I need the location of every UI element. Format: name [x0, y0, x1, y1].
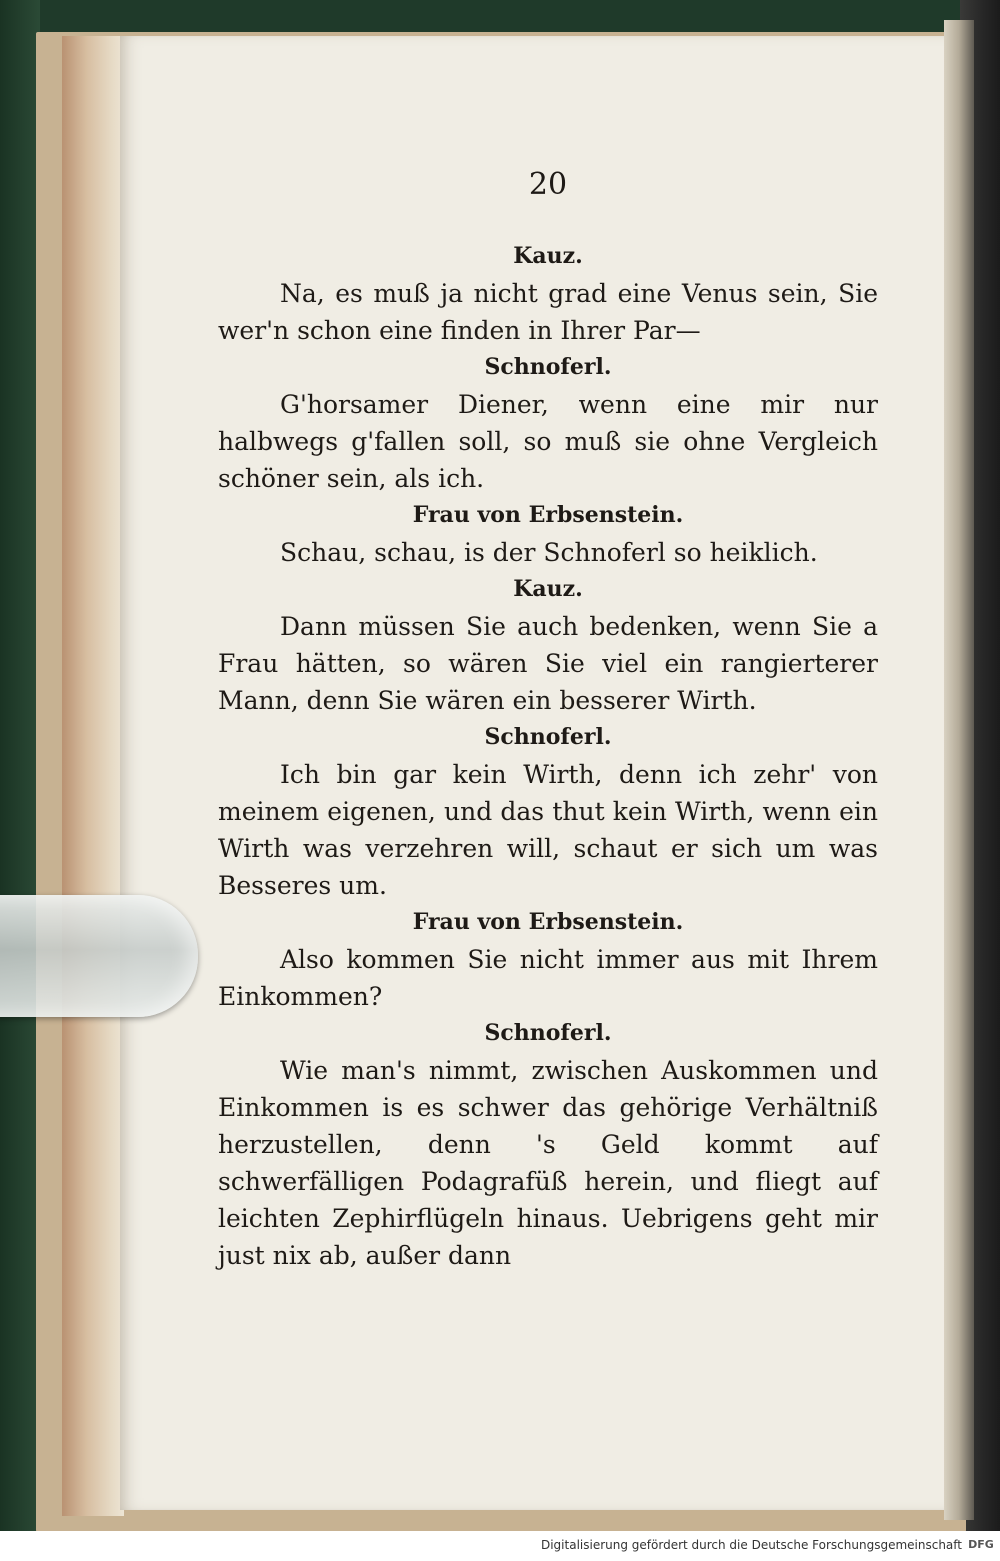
speech-paragraph: Dann müssen Sie auch bedenken, wenn Sie a Frau hätten, so wären Sie viel ein rangierterer Mann, denn Sie wären ein besserer Wirth.: [218, 612, 878, 715]
page-number: 20: [528, 167, 568, 202]
speech-paragraph: Schau, schau, is der Schnoferl so heiklich.: [280, 538, 818, 567]
speaker-label: Frau von Erbsenstein.: [412, 909, 684, 935]
speech-paragraph: Ich bin gar kein Wirth, denn ich zehr' von meinem eigenen, und das thut kein Wirth, wenn ein Wirth was verzehren will, schaut er sich um was Besseres um.: [218, 760, 878, 900]
speaker-label: Frau von Erbsenstein.: [412, 502, 684, 528]
background-left: [0, 0, 40, 1561]
speech-paragraph: Na, es muß ja nicht grad eine Venus sein, Sie wer'n schon eine finden in Ihrer Par—: [218, 279, 878, 345]
speaker-label: Schnoferl.: [484, 1020, 612, 1046]
page-text: [218, 160, 878, 1274]
page-right-edge: [944, 20, 974, 1520]
speaker-label: Schnoferl.: [484, 724, 612, 750]
footer-credit: Digitalisierung gefördert durch die Deutsche Forschungsgemeinschaft: [540, 1538, 962, 1552]
footer-bar: [0, 1531, 1000, 1561]
dfg-logo: DFG: [968, 1538, 994, 1551]
speaker-label: Kauz.: [513, 576, 583, 602]
bookmark-clip: [0, 895, 198, 1017]
speaker-label: Kauz.: [513, 243, 583, 269]
speech-paragraph: Also kommen Sie nicht immer aus mit Ihrem Einkommen?: [218, 945, 878, 1011]
book-cover-edge: [62, 36, 124, 1516]
speech-paragraph: Wie man's nimmt, zwischen Auskommen und Einkommen is es schwer das gehörige Verhältniß herzustellen, denn 's Geld kommt auf schwerfälligen Podagrafüß herein, und fliegt auf leichten Zephirflügeln hinaus. Uebrigens geht mir just nix ab, außer dann: [218, 1056, 878, 1270]
speaker-label: Schnoferl.: [484, 354, 612, 380]
speech-paragraph: G'horsamer Diener, wenn eine mir nur halbwegs g'fallen soll, so muß sie ohne Vergleich schöner sein, als ich.: [218, 390, 878, 493]
